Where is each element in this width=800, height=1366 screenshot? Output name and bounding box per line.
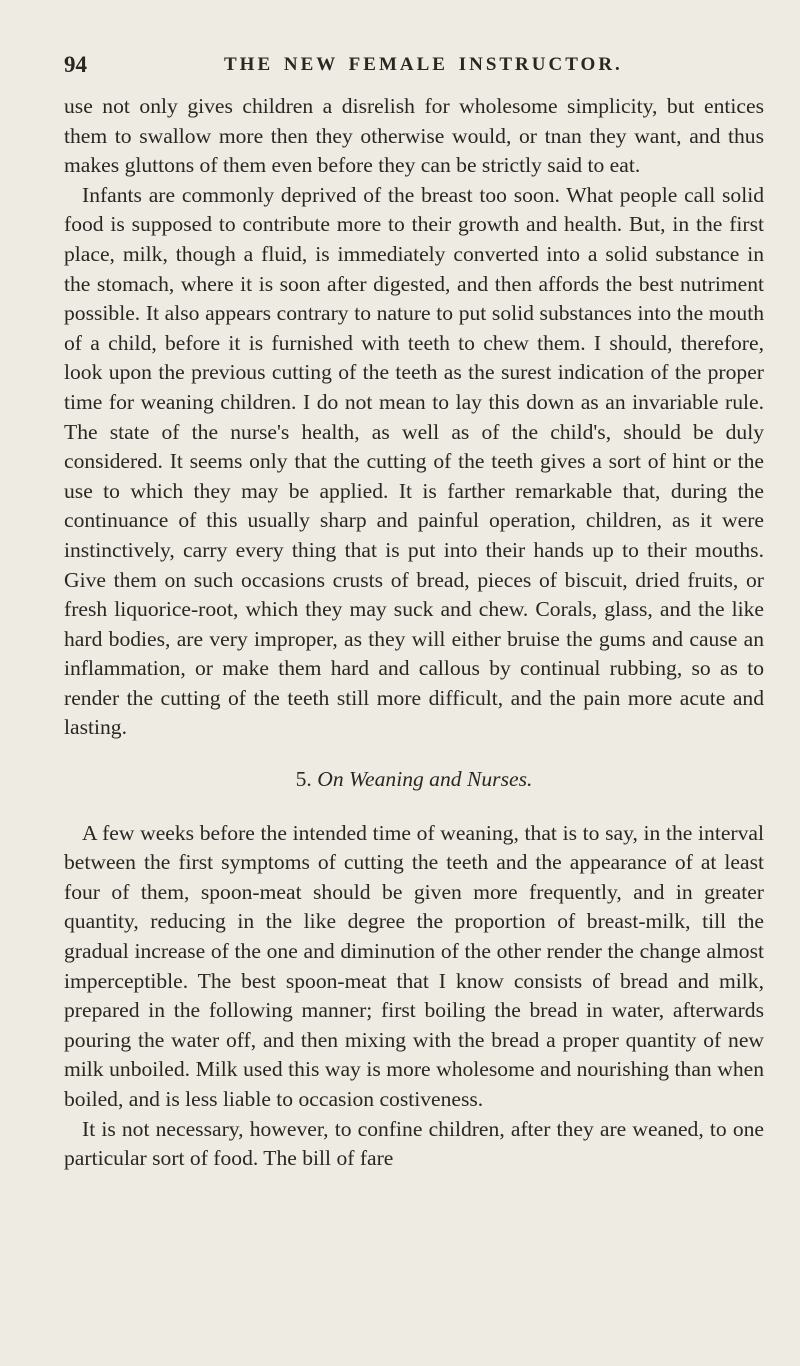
running-head	[64, 52, 764, 86]
section-heading	[64, 765, 764, 795]
section-number: 5.	[295, 767, 312, 792]
paragraph-weaning-teeth: Infants are commonly deprived of the breast too soon. What people call solid food is supposed to contribute more to their growth and health. But, in the first place, milk, though a fluid, is immediately converted into a solid substance in the stomach, where it is soon after digested, and then affords the best nutriment possible. It also appears contrary to nature to put solid substances into the mouth of a child, before it is furnished with teeth to chew them. I should, therefore, look upon the previous cutting of the teeth as the surest indication of the proper time for weaning children. I do not mean to lay this down as an invariable rule. The state of the nurse's health, as well as of the child's, should be duly considered. It seems only that the cutting of the teeth gives a sort of hint or the use to which they may be applied. It is farther remarkable that, during the continuance of this usually sharp and painful operation, children, as it were instinctively, carry every thing that is put into their hands up to their mouths. Give them on such occasions crusts of bread, pieces of biscuit, dried fruits, or fresh liquorice-root, which they may suck and chew. Corals, glass, and the like hard bodies, are very improper, as they will either bruise the gums and cause an inflammation, or make them hard and callous by continual rubbing, so as to render the cutting of the teeth still more difficult, and the pain more acute and lasting.	[64, 182, 764, 740]
running-title: THE NEW FEMALE INSTRUCTOR.	[224, 54, 623, 75]
paragraph-spoon-meat: A few weeks before the intended time of weaning, that is to say, in the interval between the first symptoms of cutting the teeth and the appearance of at least four of them, spoon-meat should be given more frequently, and in greater quantity, reducing in the like degree the proportion of breast-milk, till the gradual increase of the one and diminution of the other render the change almost imperceptible. The best spoon-meat that I know consists of bread and milk, prepared in the following manner; first boiling the bread in water, afterwards pouring the water off, and then mixing with the bread a proper quantity of new milk unboiled. Milk used this way is more wholesome and nourishing than when boiled, and is less liable to occasion costiveness.	[64, 820, 764, 1111]
section-title: On Weaning and Nurses.	[317, 767, 533, 792]
paragraph-continued: use not only gives children a disrelish for wholesome simplicity, but entices them to swallow more then they otherwise would, or tnan they want, and thus makes gluttons of them even before they can be strictly said to eat.	[64, 94, 764, 178]
body-text	[64, 92, 764, 1174]
page-number: 94	[64, 52, 87, 77]
paragraph-food-variety: It is not necessary, however, to confine children, after they are weaned, to one particular sort of food. The bill of fare	[64, 1116, 764, 1171]
